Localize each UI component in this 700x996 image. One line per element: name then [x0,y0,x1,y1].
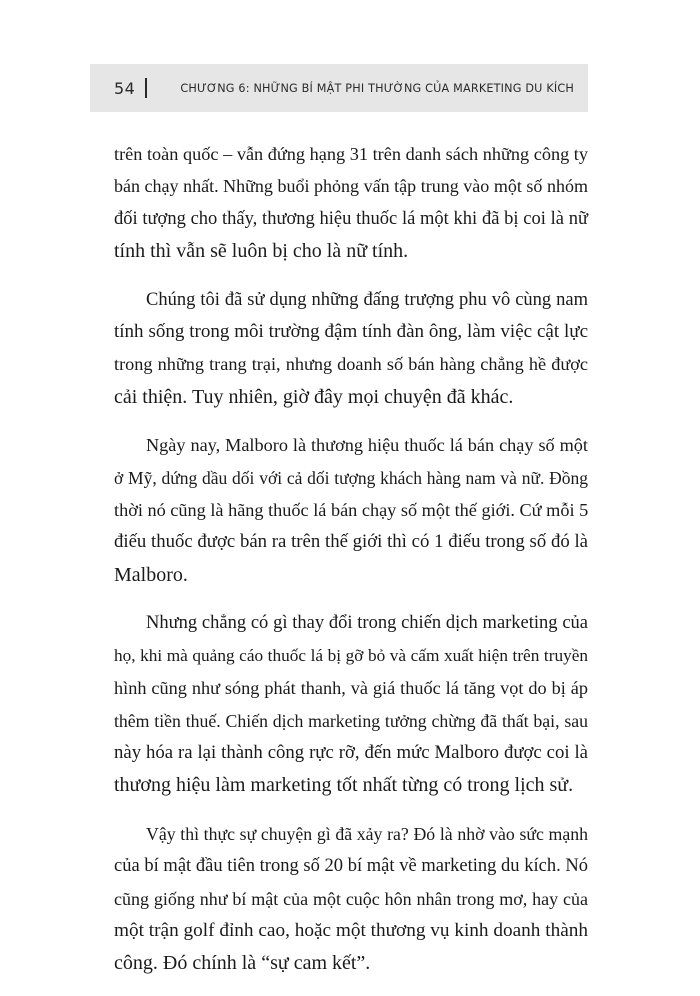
text-line: bán chạy nhất. Những buổi phỏng vấn tập trung vào một số nhóm [114,176,588,197]
text-line: của bí mật đầu tiên trong số 20 bí mật về marketing du kích. Nó [114,856,588,877]
text-line: họ, khi mà quảng cáo thuốc lá bị gỡ bỏ và cấm xuất hiện trên truyền [114,645,588,665]
paragraph-1 [114,138,588,268]
text-line: Malboro. [114,563,188,586]
text-line: thêm tiền thuế. Chiến dịch marketing tưởng chừng đã thất bại, sau [114,710,588,731]
text-line: Ngày nay, Malboro là thương hiệu thuốc lá bán chạy số một [146,435,588,456]
text-line: hình cũng như sóng phát thanh, và giá thuốc lá tăng vọt do bị áp [114,678,588,699]
paragraph-4 [114,607,588,801]
text-line: trong những trang trại, nhưng doanh số bán hàng chẳng hề được [114,354,588,375]
text-line: cải thiện. Tuy nhiên, giờ đây mọi chuyện đã khác. [114,385,514,408]
text-line: một trận golf đỉnh cao, hoặc một thương vụ kinh doanh thành [114,919,588,941]
text-line: tính sống trong môi trường đậm tính đàn ông, làm việc cật lực [114,321,588,343]
text-line: điếu thuốc được bán ra trên thế giới thì có 1 điếu trong số đó là [114,531,588,553]
running-header [90,64,588,112]
page-number: 54 [114,78,136,98]
body-text [114,138,588,996]
text-line: thương hiệu làm marketing tốt nhất từng có trong lịch sử. [114,774,574,797]
text-line: thời nó cũng là hãng thuốc lá bán chạy số một thế giới. Cứ mỗi 5 [114,500,589,521]
text-line: tính thì vẫn sẽ luôn bị cho là nữ tính. [114,240,409,263]
paragraph-3 [114,429,588,591]
text-line: cũng giống như bí mật của một cuộc hôn nhân trong mơ, hay của [114,888,588,909]
paragraph-2 [114,284,588,414]
text-line: Vậy thì thực sự chuyện gì đã xảy ra? Đó là nhờ vào sức mạnh [146,823,588,844]
text-line: trên toàn quốc – vẫn đứng hạng 31 trên danh sách những công ty [114,144,588,164]
text-line: công. Đó chính là “sự cam kết”. [114,952,371,975]
text-line: này hóa ra lại thành công rực rỡ, đến mức Malboro được coi là [114,741,588,763]
chapter-title: CHƯƠNG 6: NHỮNG BÍ MẬT PHI THƯỜNG CỦA MARKETING DU KÍCH [180,81,574,95]
header-divider [145,78,147,98]
text-line: ở Mỹ, dứng dầu dối với cả dối tượng khách hàng nam và nữ. Đồng [114,467,588,488]
text-line: Nhưng chẳng có gì thay đổi trong chiến dịch marketing của [146,613,588,634]
text-line: đối tượng cho thấy, thương hiệu thuốc lá một khi đã bị coi là nữ [114,208,588,229]
text-line: Chúng tôi đã sử dụng những đấng trượng phu vô cùng nam [146,289,588,310]
